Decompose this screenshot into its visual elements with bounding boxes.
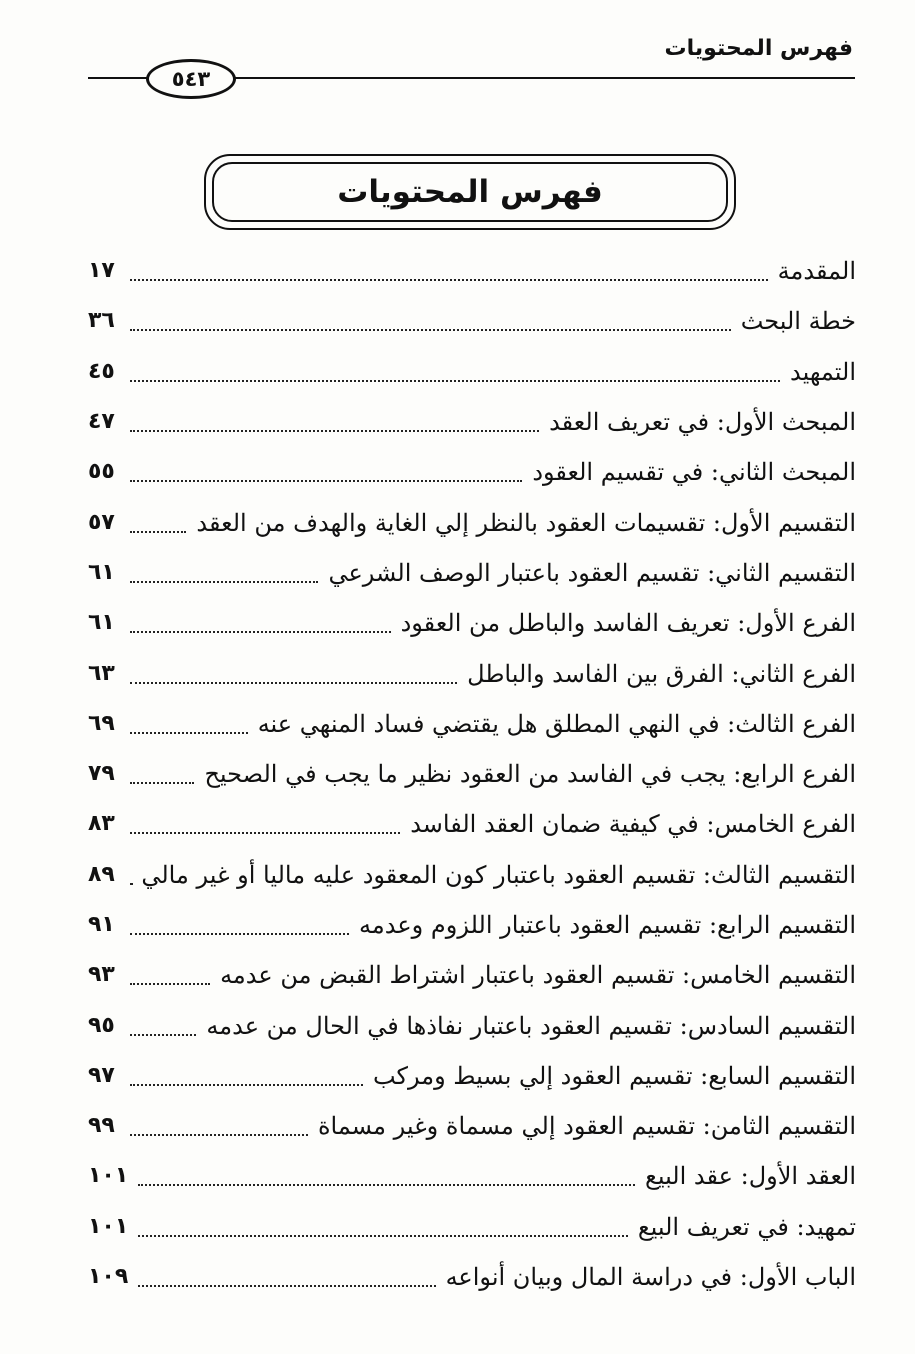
toc-entry-page: ١٧: [88, 258, 115, 284]
toc-entry-page: ٩٩: [88, 1113, 115, 1139]
toc-entry: [88, 1051, 856, 1101]
toc-entry-title: العقد الأول: عقد البيع: [645, 1162, 856, 1191]
toc-entry: [88, 648, 856, 698]
toc-entry-page: ٨٣: [88, 811, 115, 837]
dot-leader: [138, 1285, 435, 1287]
dot-leader: [130, 832, 400, 834]
dot-leader: [130, 883, 131, 885]
title-frame-inner: [212, 162, 728, 222]
dot-leader: [130, 279, 768, 281]
toc-entry: [88, 246, 856, 296]
toc-entry-title: المقدمة: [777, 257, 856, 286]
running-header-title: فهرس المحتويات: [664, 36, 853, 61]
toc-entry: [88, 1101, 856, 1151]
toc-entry: [88, 296, 856, 346]
toc-entry-page: ٩٥: [88, 1012, 115, 1038]
dot-leader: [130, 380, 780, 382]
title-frame: [204, 154, 736, 230]
toc-entry-title: الفرع الخامس: في كيفية ضمان العقد الفاسد: [410, 810, 856, 839]
toc-entry-title: المبحث الثاني: في تقسيم العقود: [532, 458, 856, 487]
toc-entry-page: ١٠١: [88, 1163, 129, 1189]
toc-entry-title: التقسيم الرابع: تقسيم العقود باعتبار اللزوم وعدمه: [359, 911, 856, 939]
toc-entry-page: ٩٧: [88, 1062, 115, 1088]
toc-entry-page: ٦١: [88, 610, 115, 636]
toc-entry: [88, 548, 856, 598]
toc-entry-page: ١٠٩: [88, 1264, 129, 1290]
toc-entry: [88, 598, 856, 648]
toc-entry-page: ٦١: [88, 559, 115, 585]
toc-entry-title: الفرع الثاني: الفرق بين الفاسد والباطل: [467, 659, 856, 688]
dot-leader: [130, 531, 186, 533]
toc-entry: [88, 1252, 856, 1302]
dot-leader: [130, 631, 391, 633]
page-title: فهرس المحتويات: [337, 174, 603, 210]
dot-leader: [130, 329, 731, 331]
page-number: ٥٤٣: [146, 59, 236, 99]
toc-entry-page: ٥٧: [88, 509, 115, 535]
toc-entry: [88, 447, 856, 497]
dot-leader: [130, 430, 539, 432]
toc-entry: [88, 850, 856, 900]
toc-entry: [88, 699, 856, 749]
toc-entry-page: ١٠١: [88, 1213, 129, 1239]
toc-entry-page: ٥٥: [88, 459, 115, 485]
toc-entry: [88, 900, 856, 950]
toc-entry-title: التمهيد: [790, 357, 856, 386]
toc-entry: [88, 497, 856, 547]
toc-entry: [88, 749, 856, 799]
dot-leader: [130, 933, 349, 935]
dot-leader: [138, 1235, 628, 1237]
toc-entry-page: ٧٩: [88, 761, 115, 787]
dot-leader: [130, 782, 194, 784]
toc-entry-title: الباب الأول: في دراسة المال وبيان أنواعه: [445, 1263, 856, 1292]
dot-leader: [130, 1084, 363, 1086]
toc-entry-title: التقسيم السادس: تقسيم العقود باعتبار نفاذها في الحال من عدمه: [206, 1011, 856, 1040]
dot-leader: [130, 1034, 196, 1036]
toc-entry: [88, 1000, 856, 1050]
toc-entry-title: خطة البحث: [740, 307, 856, 336]
toc-entry-page: ٦٣: [88, 660, 115, 686]
toc-entry: [88, 950, 856, 1000]
toc-entry-title: تمهيد: في تعريف البيع: [637, 1212, 856, 1241]
toc-entry: [88, 799, 856, 849]
dot-leader: [130, 732, 248, 734]
toc-entry-title: التقسيم الخامس: تقسيم العقود باعتبار اشتراط القبض من عدمه: [220, 961, 856, 990]
toc-entry-page: ٩٣: [88, 962, 115, 988]
toc-entry-page: ٦٩: [88, 710, 115, 736]
toc-entry-title: التقسيم الثالث: تقسيم العقود باعتبار كون المعقود عليه ماليا أو غير مالي: [141, 860, 856, 889]
toc-entry-page: ٩١: [88, 912, 115, 937]
dot-leader: [130, 682, 457, 684]
dot-leader: [138, 1184, 635, 1186]
toc-entry-page: ٨٩: [88, 861, 115, 887]
toc-entry-page: ٤٥: [88, 358, 115, 384]
toc-entry-page: ٣٦: [88, 308, 115, 334]
dot-leader: [130, 480, 522, 482]
dot-leader: [130, 1134, 308, 1136]
toc-entry-title: الفرع الرابع: يجب في الفاسد من العقود نظير ما يجب في الصحيح: [204, 760, 856, 789]
toc-entry-title: التقسيم الأول: تقسيمات العقود بالنظر إلي الغاية والهدف من العقد: [196, 508, 856, 537]
toc-entry: [88, 1202, 856, 1252]
dot-leader: [130, 983, 210, 985]
toc-entry: [88, 397, 856, 447]
toc-entry: [88, 1151, 856, 1201]
toc-entry-title: الفرع الثالث: في النهي المطلق هل يقتضي فساد المنهي عنه: [257, 709, 856, 738]
toc-entry-title: التقسيم السابع: تقسيم العقود إلي بسيط ومركب: [372, 1061, 856, 1090]
table-of-contents: [88, 246, 856, 1302]
toc-entry-title: المبحث الأول: في تعريف العقد: [549, 408, 856, 437]
toc-entry: [88, 347, 856, 397]
toc-entry-title: التقسيم الثامن: تقسيم العقود إلي مسماة وغير مسماة: [317, 1112, 856, 1141]
toc-entry-title: التقسيم الثاني: تقسيم العقود باعتبار الوصف الشرعي: [328, 558, 856, 587]
toc-entry-title: الفرع الأول: تعريف الفاسد والباطل من العقود: [400, 609, 856, 638]
toc-entry-page: ٤٧: [88, 409, 115, 435]
dot-leader: [130, 581, 318, 583]
